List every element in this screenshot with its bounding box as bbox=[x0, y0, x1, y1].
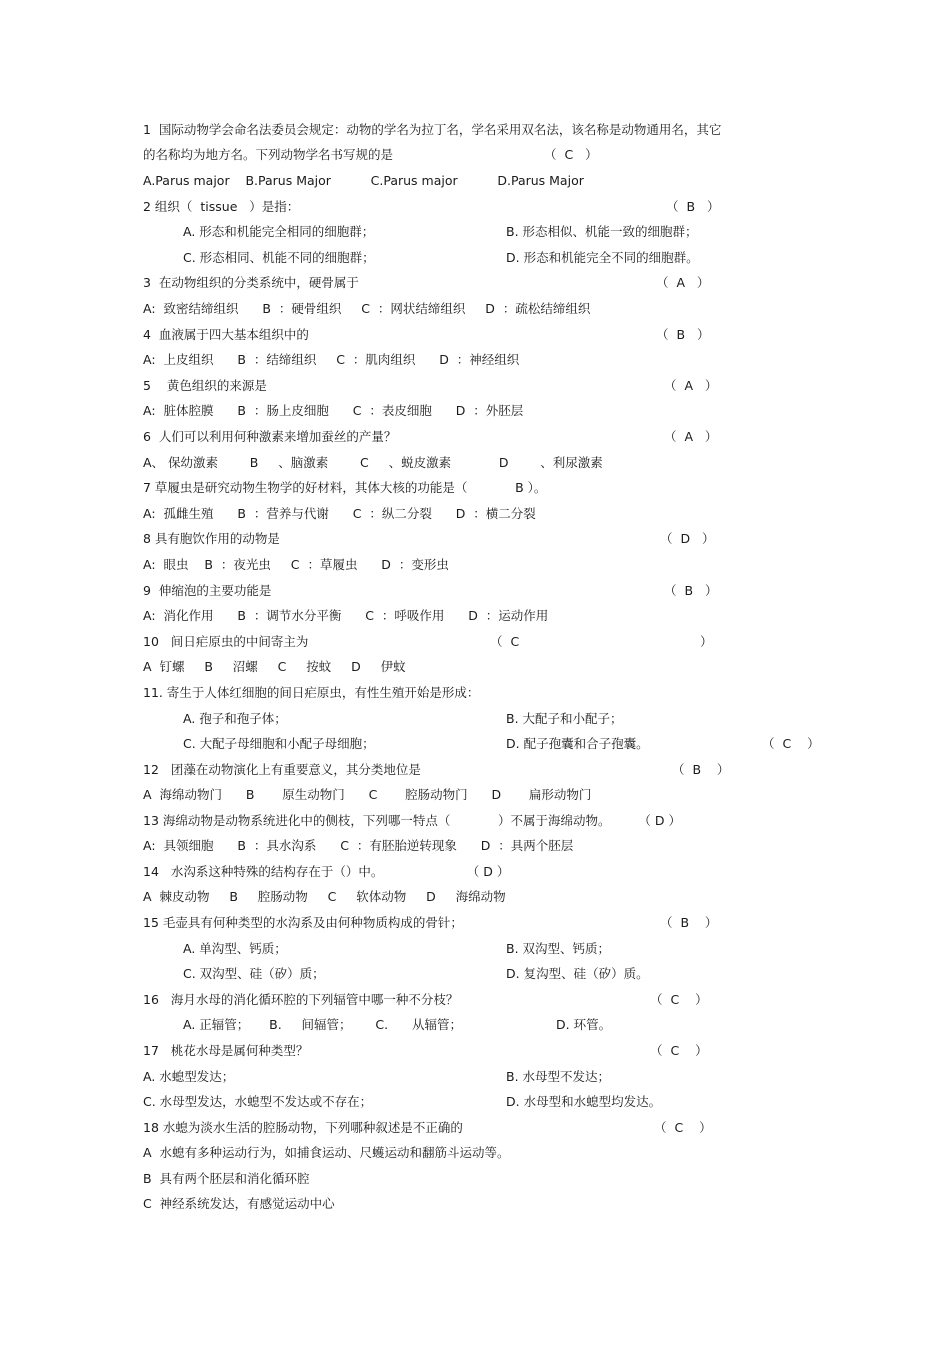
question-17-option-a: A. 水螅型发达； bbox=[143, 1069, 235, 1084]
question-13-stem: 13 海绵动物是动物系统进化中的侧枝，下列哪一特点（ ）不属于海绵动物。 （ D ） bbox=[143, 813, 681, 828]
question-10-options: A 钉螺 B 沼螺 C 按蚊 D 伊蚊 bbox=[143, 659, 406, 674]
question-9-stem: 9 伸缩泡的主要功能是 bbox=[143, 583, 272, 598]
question-18-answer: （ C ） bbox=[654, 1120, 712, 1135]
question-4-options: A: 上皮组织 B ：结缔组织 C ：肌肉组织 D ：神经组织 bbox=[143, 352, 520, 367]
question-3-options: A: 致密结缔组织 B ：硬骨组织 C ：网状结缔组织 D ：疏松结缔组织 bbox=[143, 301, 591, 316]
question-8-stem: 8 具有胞饮作用的动物是 bbox=[143, 531, 280, 546]
question-6-answer: （ A ） bbox=[664, 429, 718, 444]
question-15-answer: （ B ） bbox=[660, 915, 718, 930]
question-4-answer: （ B ） bbox=[656, 327, 710, 342]
question-11-option-c: C. 大配子母细胞和小配子母细胞； bbox=[183, 736, 375, 751]
question-11-answer: （ C ） bbox=[762, 736, 820, 751]
question-2-option-a: A. 形态和机能完全相同的细胞群； bbox=[183, 224, 375, 239]
question-5-stem: 5 黄色组织的来源是 bbox=[143, 378, 267, 393]
question-15-option-c: C. 双沟型、硅（矽）质； bbox=[183, 966, 325, 981]
question-18-stem: 18 水螅为淡水生活的腔肠动物，下列哪种叙述是不正确的 bbox=[143, 1120, 463, 1135]
question-1-line-1: 1 国际动物学会命名法委员会规定：动物的学名为拉丁名，学名采用双名法，该名称是动物通用名，其它 bbox=[143, 122, 722, 137]
question-4-stem: 4 血液属于四大基本组织中的 bbox=[143, 327, 309, 342]
question-1-options: A.Parus major B.Parus Major C.Parus major D.Parus Major bbox=[143, 173, 584, 188]
question-17-option-b: B. 水母型不发达； bbox=[506, 1069, 611, 1084]
question-16-option-d: D. 环管。 bbox=[556, 1017, 612, 1032]
question-12-answer: （ B ） bbox=[672, 762, 730, 777]
question-10-answer-open: （ C bbox=[490, 634, 520, 649]
question-5-options: A: 脏体腔膜 B ：肠上皮细胞 C ：表皮细胞 D ：外胚层 bbox=[143, 403, 524, 418]
question-10-stem: 10 间日疟原虫的中间寄主为 bbox=[143, 634, 309, 649]
question-3-stem: 3 在动物组织的分类系统中，硬骨属于 bbox=[143, 275, 359, 290]
question-6-options: A、 保幼激素 B 、脑激素 C 、蜕皮激素 D 、利尿激素 bbox=[143, 455, 603, 470]
question-8-options: A: 眼虫 B ：夜光虫 C ：草履虫 D ：变形虫 bbox=[143, 557, 449, 572]
question-12-stem: 12 团藻在动物演化上有重要意义，其分类地位是 bbox=[143, 762, 421, 777]
question-11-option-d: D. 配子孢囊和合子孢囊。 bbox=[506, 736, 649, 751]
question-9-options: A: 消化作用 B ：调节水分平衡 C ：呼吸作用 D ：运动作用 bbox=[143, 608, 549, 623]
question-3-answer: （ A ） bbox=[656, 275, 710, 290]
question-6-stem: 6 人们可以利用何种激素来增加蚕丝的产量？ bbox=[143, 429, 397, 444]
question-2-option-b: B. 形态相似、机能一致的细胞群； bbox=[506, 224, 698, 239]
question-1-answer: （ C ） bbox=[544, 147, 598, 162]
question-15-option-a: A. 单沟型、钙质； bbox=[183, 941, 287, 956]
question-14-stem: 14 水沟系这种特殊的结构存在于（）中。 （ D ） bbox=[143, 864, 510, 879]
question-17-stem: 17 桃花水母是属何种类型？ bbox=[143, 1043, 309, 1058]
question-11-option-a: A. 孢子和孢子体； bbox=[183, 711, 287, 726]
question-1-line-2: 的名称均为地方名。下列动物学名书写规的是 bbox=[143, 147, 394, 162]
question-7-stem: 7 草履虫是研究动物生物学的好材料，其体大核的功能是（ B ）。 bbox=[143, 480, 547, 495]
question-16-answer: （ C ） bbox=[650, 992, 708, 1007]
question-8-answer: （ D ） bbox=[660, 531, 715, 546]
question-13-options: A: 具领细胞 B ：具水沟系 C ：有胚胎逆转现象 D ：具两个胚层 bbox=[143, 838, 574, 853]
question-15-option-b: B. 双沟型、钙质； bbox=[506, 941, 611, 956]
question-5-answer: （ A ） bbox=[664, 378, 718, 393]
question-12-options: A 海绵动物门 B 原生动物门 C 腔肠动物门 D 扁形动物门 bbox=[143, 787, 592, 802]
question-2-option-d: D. 形态和机能完全不同的细胞群。 bbox=[506, 250, 699, 265]
question-10-answer-close: ） bbox=[700, 634, 713, 649]
question-16-options: A. 正辐管； B. 间辐管； C. 从辐管； bbox=[183, 1017, 462, 1032]
question-9-answer: （ B ） bbox=[664, 583, 718, 598]
question-2-option-c: C. 形态相同、机能不同的细胞群； bbox=[183, 250, 375, 265]
question-17-option-d: D. 水母型和水螅型均发达。 bbox=[506, 1094, 662, 1109]
question-17-option-c: C. 水母型发达，水螅型不发达或不存在； bbox=[143, 1094, 373, 1109]
question-18-option-b: B 具有两个胚层和消化循环腔 bbox=[143, 1171, 310, 1186]
question-11-stem: 11. 寄生于人体红细胞的间日疟原虫，有性生殖开始是形成： bbox=[143, 685, 480, 700]
question-18-option-a: A 水螅有多种运动行为，如捕食运动、尺蠖运动和翻筋斗运动等。 bbox=[143, 1145, 510, 1160]
question-15-option-d: D. 复沟型、硅（矽）质。 bbox=[506, 966, 649, 981]
question-15-stem: 15 毛壶具有何种类型的水沟系及由何种物质构成的骨针； bbox=[143, 915, 463, 930]
question-18-option-c: C 神经系统发达，有感觉运动中心 bbox=[143, 1196, 335, 1211]
question-7-options: A: 孤雌生殖 B ：营养与代谢 C ：纵二分裂 D ：横二分裂 bbox=[143, 506, 536, 521]
question-11-option-b: B. 大配子和小配子； bbox=[506, 711, 623, 726]
question-2-answer: （ B ） bbox=[666, 199, 720, 214]
question-16-stem: 16 海月水母的消化循环腔的下列辐管中哪一种不分枝？ bbox=[143, 992, 459, 1007]
question-2-stem: 2 组织（ tissue ）是指： bbox=[143, 199, 300, 214]
question-17-answer: （ C ） bbox=[650, 1043, 708, 1058]
question-14-options: A 棘皮动物 B 腔肠动物 C 软体动物 D 海绵动物 bbox=[143, 889, 506, 904]
